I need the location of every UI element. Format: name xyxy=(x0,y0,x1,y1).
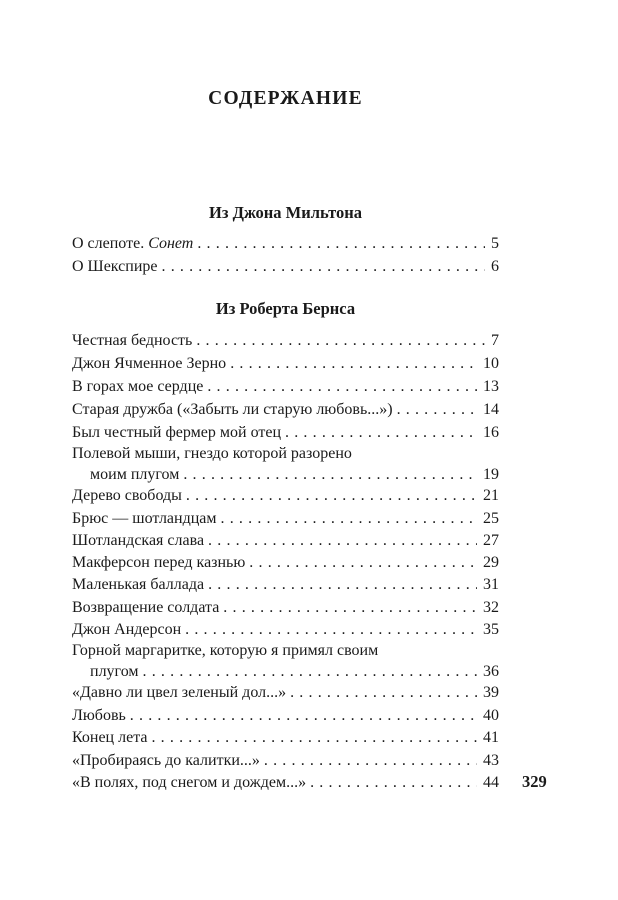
entry-page-number: 32 xyxy=(483,599,499,616)
dot-leader xyxy=(197,233,485,254)
entry-page-number: 44 xyxy=(483,774,499,791)
entry-page-number: 5 xyxy=(491,235,499,252)
toc-entry[interactable] xyxy=(72,619,499,640)
toc-entry[interactable] xyxy=(72,552,499,573)
entry-title: О слепоте. Сонет xyxy=(72,235,194,252)
entry-title: Полевой мыши, гнездо которой разорено xyxy=(72,445,352,462)
toc-entry[interactable] xyxy=(72,508,499,529)
entry-page-number: 7 xyxy=(491,332,499,349)
entry-title: Возвращение солдата xyxy=(72,599,220,616)
dot-leader xyxy=(130,705,477,726)
toc-entry[interactable] xyxy=(72,233,499,254)
section-heading: Из Роберта Бернса xyxy=(215,299,356,318)
entry-title: Маленькая баллада xyxy=(72,576,205,593)
dot-leader xyxy=(185,619,477,640)
dot-leader xyxy=(264,750,477,771)
entry-title-italic: Сонет xyxy=(148,235,194,252)
entry-title: Шотландская слава xyxy=(72,532,205,549)
dot-leader xyxy=(208,574,477,595)
entry-page-number: 43 xyxy=(483,752,499,769)
toc-entry[interactable] xyxy=(72,727,499,748)
dot-leader xyxy=(310,772,477,793)
toc-entry[interactable] xyxy=(72,640,499,682)
toc-entry[interactable] xyxy=(72,376,499,397)
section-heading: Из Джона Мильтона xyxy=(209,203,362,222)
toc-entry[interactable] xyxy=(72,530,499,551)
dot-leader xyxy=(207,376,477,397)
entry-page-number: 27 xyxy=(483,532,499,549)
entry-title: В горах мое сердце xyxy=(72,378,204,395)
folio-page-number: 329 xyxy=(522,772,547,791)
entry-page-number: 14 xyxy=(483,401,499,418)
toc-entry[interactable] xyxy=(72,443,499,485)
dot-leader xyxy=(230,353,477,374)
entry-title-continuation: моим плугом xyxy=(90,466,180,483)
entry-page-number: 31 xyxy=(483,576,499,593)
toc-entry[interactable] xyxy=(72,705,499,726)
entry-title: «Давно ли цвел зеленый дол...» xyxy=(72,684,287,701)
toc-entry[interactable] xyxy=(72,750,499,771)
toc-entry[interactable] xyxy=(72,399,499,420)
entry-title: Старая дружба («Забыть ли старую любовь...») xyxy=(72,401,393,418)
entry-title: О Шекспире xyxy=(72,258,158,275)
entry-page-number: 25 xyxy=(483,510,499,527)
dot-leader xyxy=(151,727,477,748)
dot-leader xyxy=(249,552,477,573)
entry-title: «Пробираясь до калитки...» xyxy=(72,752,260,769)
toc-entry[interactable] xyxy=(72,330,499,351)
entry-page-number: 40 xyxy=(483,707,499,724)
dot-leader xyxy=(223,597,477,618)
dot-leader xyxy=(183,464,477,485)
dot-leader xyxy=(186,485,477,506)
dot-leader xyxy=(162,256,486,277)
entry-page-number: 6 xyxy=(491,258,499,275)
dot-leader xyxy=(285,422,477,443)
toc-entry[interactable] xyxy=(72,597,499,618)
entry-title: «В полях, под снегом и дождем...» xyxy=(72,774,307,791)
entry-title: Горной маргаритке, которую я примял своим xyxy=(72,642,379,659)
toc-entry[interactable] xyxy=(72,256,499,277)
entry-title: Конец лета xyxy=(72,729,148,746)
page-title: СОДЕРЖАНИЕ xyxy=(208,88,363,109)
entry-page-number: 29 xyxy=(483,554,499,571)
dot-leader xyxy=(196,330,485,351)
entry-title: Брюс — шотландцам xyxy=(72,510,217,527)
dot-leader xyxy=(143,661,477,682)
toc-entry[interactable] xyxy=(72,422,499,443)
entry-page-number: 41 xyxy=(483,729,499,746)
toc-entry[interactable] xyxy=(72,574,499,595)
dot-leader xyxy=(221,508,477,529)
entry-title: Джон Андерсон xyxy=(72,621,182,638)
entry-title: Был честный фермер мой отец xyxy=(72,424,282,441)
entry-page-number: 39 xyxy=(483,684,499,701)
dot-leader xyxy=(397,399,477,420)
entry-title-continuation: плугом xyxy=(90,663,139,680)
entry-page-number: 13 xyxy=(483,378,499,395)
entry-page-number: 19 xyxy=(483,466,499,483)
entry-page-number: 35 xyxy=(483,621,499,638)
toc-entry[interactable] xyxy=(72,772,499,793)
entry-title: Честная бедность xyxy=(72,332,193,349)
dot-leader xyxy=(208,530,477,551)
entry-page-number: 16 xyxy=(483,424,499,441)
entry-title: Джон Ячменное Зерно xyxy=(72,355,227,372)
entry-page-number: 36 xyxy=(483,663,499,680)
entry-page-number: 21 xyxy=(483,487,499,504)
dot-leader xyxy=(290,682,477,703)
toc-entry[interactable] xyxy=(72,485,499,506)
toc-entry[interactable] xyxy=(72,353,499,374)
entry-title: Макферсон перед казнью xyxy=(72,554,246,571)
entry-title: Дерево свободы xyxy=(72,487,182,504)
entry-title: Любовь xyxy=(72,707,126,724)
toc-entry[interactable] xyxy=(72,682,499,703)
entry-page-number: 10 xyxy=(483,355,499,372)
